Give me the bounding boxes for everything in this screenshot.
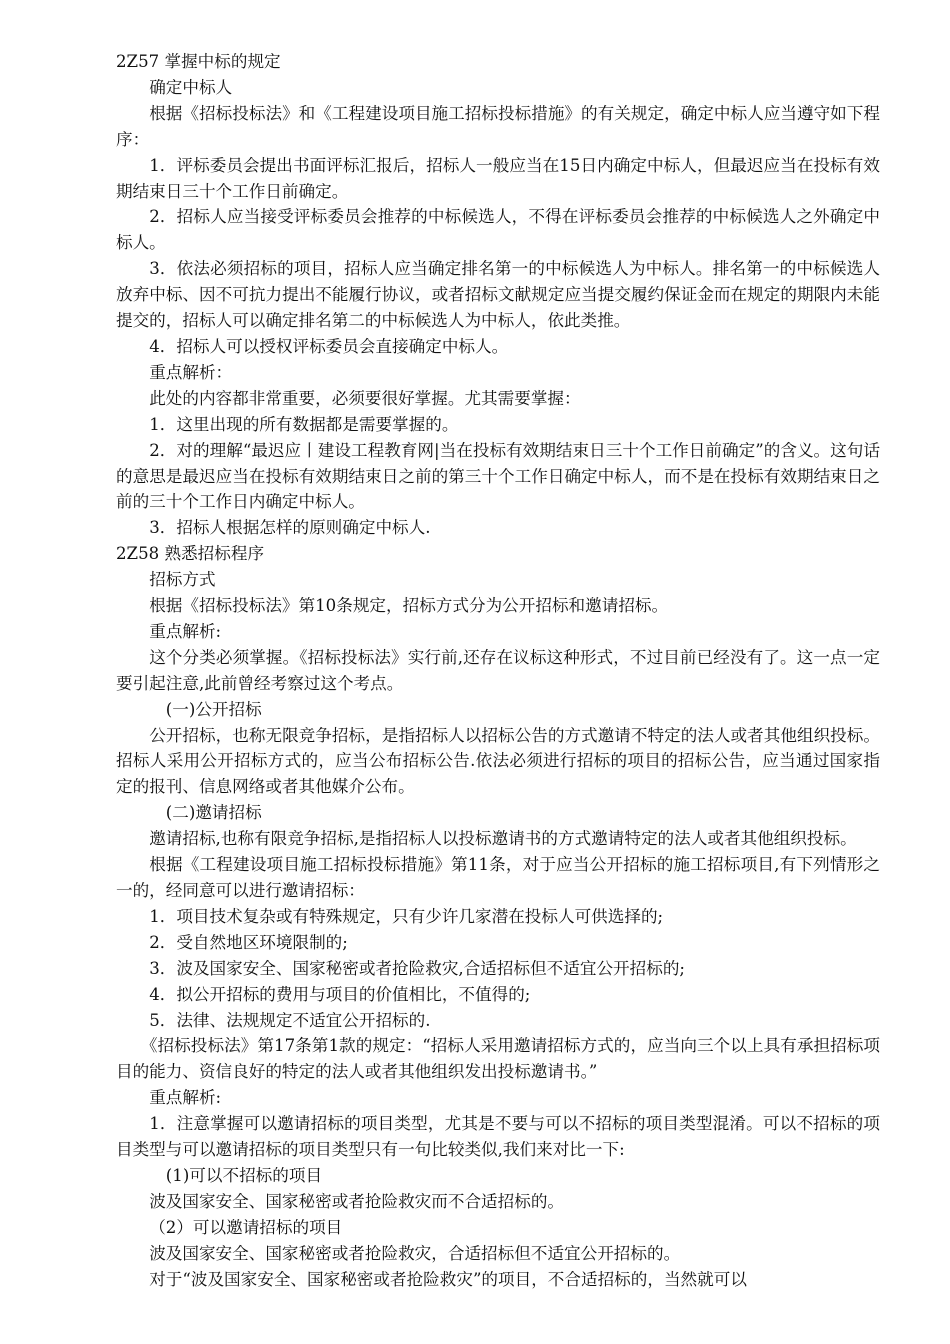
section-heading: 2Z58 熟悉招标程序: [116, 544, 265, 564]
paragraph: 2．招标人应当接受评标委员会推荐的中标候选人，不得在评标委员会推荐的中标候选人之外确定中标人。: [116, 207, 880, 253]
paragraph: 根据《招标投标法》第10条规定，招标方式分为公开招标和邀请招标。: [149, 596, 669, 616]
paragraph: (一)公开招标: [165, 699, 262, 719]
paragraph: 4．招标人可以授权评标委员会直接确定中标人。: [149, 336, 509, 356]
paragraph: 公开招标，也称无限竞争招标，是指招标人以招标公告的方式邀请不特定的法人或者其他组织投标。招标人采用公开招标方式的，应当公布招标公告.依法必须进行招标的项目的招标公告，应当通过国家指定的报刊、信息网络或者其他媒介公布。: [116, 725, 880, 797]
paragraph: 重点解析:: [149, 621, 222, 641]
paragraph: 2．对的理解“最迟应丨建设工程教育网|当在投标有效期结束日三十个工作日前确定”的含义。这句话的意思是最迟应当在投标有效期结束日之前的第三十个工作日确定中标人，而不是在投标有效期结束日之前的三十个工作日内确定中标人。: [116, 440, 880, 512]
paragraph: 3．依法必须招标的项目，招标人应当确定排名第一的中标候选人为中标人。排名第一的中标候选人放弃中标、因不可抗力提出不能履行协议，或者招标文献规定应当提交履约保证金而在规定的期限内未能提交的，招标人可以确定排名第二的中标候选人为中标人，依此类推。: [116, 259, 880, 331]
paragraph: 3．招标人根据怎样的原则确定中标人.: [149, 518, 431, 538]
document-body: [116, 49, 880, 1293]
paragraph: 招标方式: [149, 570, 216, 590]
paragraph: 2．受自然地区环境限制的;: [149, 932, 348, 952]
paragraph: (1)可以不招标的项目: [165, 1165, 323, 1185]
paragraph: 重点解析:: [149, 1088, 222, 1108]
paragraph: 根据《工程建设项目施工招标投标措施》第11条，对于应当公开招标的施工招标项目,有下列情形之一的，经同意可以进行邀请招标：: [116, 855, 880, 900]
paragraph: 4．拟公开招标的费用与项目的价值相比，不值得的;: [149, 984, 531, 1004]
paragraph: 波及国家安全、国家秘密或者抢险救灾，合适招标但不适宜公开招标的。: [149, 1243, 681, 1263]
paragraph: 邀请招标,也称有限竞争招标,是指招标人以投标邀请书的方式邀请特定的法人或者其他组织投标。: [149, 829, 857, 849]
paragraph: 波及国家安全、国家秘密或者抢险救灾而不合适招标的。: [149, 1191, 565, 1211]
paragraph: 此处的内容都非常重要，必须要很好掌握。尤其需要掌握：: [149, 388, 581, 408]
paragraph: (二)邀请招标: [165, 803, 262, 823]
paragraph: 根据《招标投标法》和《工程建设项目施工招标投标措施》的有关规定，确定中标人应当遵守如下程序：: [116, 103, 880, 149]
paragraph: 这个分类必须掌握。《招标投标法》实行前,还存在议标这种形式，不过目前已经没有了。这一点一定要引起注意,此前曾经考察过这个考点。: [116, 647, 880, 693]
paragraph: （2）可以邀请招标的项目: [149, 1217, 343, 1237]
paragraph: 1．项目技术复杂或有特殊规定，只有少许几家潜在投标人可供选择的;: [149, 906, 664, 926]
paragraph: 1．评标委员会提出书面评标汇报后，招标人一般应当在15日内确定中标人，但最迟应当在投标有效期结束日三十个工作日前确定。: [116, 155, 880, 201]
section-heading: 2Z57 掌握中标的规定: [116, 52, 281, 71]
paragraph: 1．注意掌握可以邀请招标的项目类型，尤其是不要与可以不招标的项目类型混淆。可以不招标的项目类型与可以邀请招标的项目类型只有一句比较类似,我们来对比一下:: [116, 1114, 880, 1160]
paragraph: 3．波及国家安全、国家秘密或者抢险救灾,合适招标但不适宜公开招标的;: [149, 958, 686, 978]
paragraph: 5．法律、法规规定不适宜公开招标的.: [149, 1010, 431, 1030]
paragraph: 重点解析：: [149, 362, 233, 382]
paragraph: 1．这里出现的所有数据都是需要掌握的。: [149, 414, 459, 434]
paragraph: 《招标投标法》第17条第1款的规定：“招标人采用邀请招标方式的，应当向三个以上具有承担招标项目的能力、资信良好的特定的法人或者其他组织发出投标邀请书。”: [116, 1036, 880, 1082]
paragraph: 确定中标人: [149, 77, 233, 97]
paragraph: 对于“波及国家安全、国家秘密或者抢险救灾”的项目，不合适招标的，当然就可以: [149, 1269, 747, 1289]
